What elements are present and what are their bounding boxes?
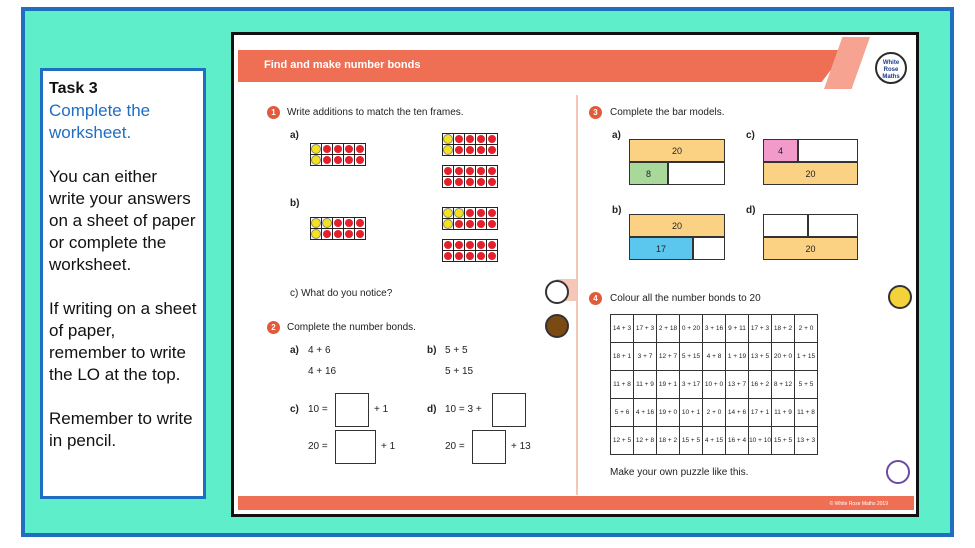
counter	[487, 145, 497, 155]
task-panel	[40, 68, 206, 499]
bar-a-whole: 20	[629, 139, 725, 162]
counter	[476, 208, 486, 218]
tiger-icon	[545, 314, 569, 338]
counter	[322, 144, 332, 154]
counter	[333, 144, 343, 154]
grid-cell[interactable]: 0 + 20	[680, 315, 703, 343]
counter	[487, 134, 497, 144]
counter	[311, 155, 321, 165]
grid-cell[interactable]: 12 + 8	[634, 427, 657, 455]
counter	[311, 144, 321, 154]
grid-cell[interactable]: 16 + 4	[726, 427, 749, 455]
question-2-number: 2	[267, 321, 280, 334]
grid-cell[interactable]: 5 + 5	[795, 371, 818, 399]
grid-row	[611, 427, 818, 455]
counter	[443, 240, 453, 250]
q2-d2-right: + 13	[511, 441, 531, 452]
question-3-text: Complete the bar models.	[610, 107, 725, 118]
grid-cell[interactable]: 11 + 9	[772, 399, 795, 427]
counter	[311, 218, 321, 228]
grid-cell[interactable]: 19 + 0	[657, 399, 680, 427]
answer-box-d1[interactable]	[492, 393, 526, 427]
counter	[465, 240, 475, 250]
question-3-number: 3	[589, 106, 602, 119]
counter	[476, 251, 486, 261]
grid-cell[interactable]: 11 + 9	[634, 371, 657, 399]
worksheet-title: Find and make number bonds	[264, 59, 421, 71]
q1-a-label: a)	[290, 130, 299, 141]
counter	[443, 208, 453, 218]
q2-a-label: a)	[290, 345, 299, 356]
ten-frame-a	[310, 143, 366, 166]
counter	[344, 229, 354, 239]
task-instruction-1: You can either write your answers on a sheet of paper or complete the worksheet.	[49, 167, 196, 274]
q2-a1: 4 + 6	[308, 345, 331, 356]
q2-b1: 5 + 5	[445, 345, 468, 356]
counter	[355, 229, 365, 239]
counter	[443, 177, 453, 187]
task-instruction-3: Remember to write in pencil.	[49, 409, 193, 450]
grid-cell[interactable]: 17 + 1	[749, 399, 772, 427]
q2-b-label: b)	[427, 345, 437, 356]
q1-c-text: c) What do you notice?	[290, 288, 393, 299]
grid-cell[interactable]: 20 + 0	[772, 343, 795, 371]
bar-b-part: 17	[629, 237, 693, 260]
q3-a-label: a)	[612, 130, 621, 141]
counter	[487, 240, 497, 250]
grid-cell[interactable]: 10 + 0	[703, 371, 726, 399]
q3-d-label: d)	[746, 205, 756, 216]
counter	[333, 218, 343, 228]
copyright-text: © White Rose Maths 2019	[829, 501, 888, 507]
grid-cell[interactable]: 12 + 7	[657, 343, 680, 371]
grid-cell[interactable]: 12 + 5	[611, 427, 634, 455]
grid-cell[interactable]: 18 + 1	[611, 343, 634, 371]
grid-cell[interactable]: 9 + 11	[726, 315, 749, 343]
question-4-footer: Make your own puzzle like this.	[610, 467, 749, 478]
number-bond-grid[interactable]	[610, 314, 818, 455]
task-subtitle: Complete the worksheet.	[49, 101, 151, 142]
think-bubble-icon	[886, 460, 910, 484]
counter	[487, 251, 497, 261]
ten-frame-a-right-top	[442, 133, 498, 156]
q2-d2-left: 20 =	[445, 441, 465, 452]
bar-c-missing[interactable]	[798, 139, 858, 162]
bar-d-whole: 20	[763, 237, 858, 260]
counter	[465, 219, 475, 229]
counter	[487, 219, 497, 229]
counter	[465, 177, 475, 187]
counter	[454, 166, 464, 176]
counter	[454, 134, 464, 144]
q2-d-label: d)	[427, 404, 437, 415]
bar-c-whole: 20	[763, 162, 858, 185]
bar-b-missing[interactable]	[693, 237, 725, 260]
q2-b2: 5 + 15	[445, 366, 474, 377]
counter	[487, 208, 497, 218]
q3-b-label: b)	[612, 205, 622, 216]
q2-c1-right: + 1	[374, 404, 389, 415]
bar-c-part: 4	[763, 139, 798, 162]
grid-cell[interactable]: 3 + 7	[634, 343, 657, 371]
counter	[476, 219, 486, 229]
counter	[344, 218, 354, 228]
bar-d-part-1[interactable]	[763, 214, 808, 237]
footer-bar	[238, 496, 914, 510]
counter	[454, 219, 464, 229]
grid-cell[interactable]: 2 + 0	[795, 315, 818, 343]
counter	[443, 134, 453, 144]
counter	[465, 208, 475, 218]
counter	[311, 229, 321, 239]
white-rose-logo: White Rose Maths	[875, 52, 907, 84]
question-2-text: Complete the number bonds.	[287, 322, 416, 333]
bar-a-missing[interactable]	[668, 162, 725, 185]
grid-cell[interactable]: 11 + 8	[611, 371, 634, 399]
grid-cell[interactable]: 5 + 15	[680, 343, 703, 371]
counter	[322, 218, 332, 228]
worksheet	[231, 32, 919, 517]
grid-cell[interactable]: 2 + 0	[703, 399, 726, 427]
counter	[454, 177, 464, 187]
ten-frame-b	[310, 217, 366, 240]
grid-cell[interactable]: 4 + 15	[703, 427, 726, 455]
counter	[454, 145, 464, 155]
counter	[476, 134, 486, 144]
counter	[476, 166, 486, 176]
grid-cell[interactable]: 15 + 5	[680, 427, 703, 455]
grid-cell[interactable]: 4 + 8	[703, 343, 726, 371]
question-1-text: Write additions to match the ten frames.	[287, 107, 464, 118]
q2-c2-left: 20 =	[308, 441, 328, 452]
grid-row	[611, 343, 818, 371]
counter	[465, 134, 475, 144]
column-divider	[576, 95, 578, 495]
counter	[487, 166, 497, 176]
q2-d1-left: 10 = 3 +	[445, 404, 482, 415]
grid-cell[interactable]: 5 + 6	[611, 399, 634, 427]
q2-a2: 4 + 16	[308, 366, 337, 377]
counter	[465, 166, 475, 176]
bar-a-part: 8	[629, 162, 668, 185]
grid-cell[interactable]: 13 + 3	[795, 427, 818, 455]
counter	[476, 145, 486, 155]
counter	[355, 155, 365, 165]
grid-cell[interactable]: 2 + 18	[657, 315, 680, 343]
answer-box-d2[interactable]	[472, 430, 506, 464]
answer-box-c1[interactable]	[335, 393, 369, 427]
grid-cell[interactable]: 14 + 6	[726, 399, 749, 427]
counter	[454, 240, 464, 250]
grid-cell[interactable]: 3 + 16	[703, 315, 726, 343]
grid-cell[interactable]: 13 + 5	[749, 343, 772, 371]
q3-c-label: c)	[746, 130, 755, 141]
counter	[355, 218, 365, 228]
counter	[454, 251, 464, 261]
task-title: Task 3	[49, 80, 98, 97]
grid-row	[611, 315, 818, 343]
q2-c1-left: 10 =	[308, 404, 328, 415]
bar-d-part-2[interactable]	[808, 214, 858, 237]
grid-cell[interactable]: 16 + 2	[749, 371, 772, 399]
counter	[487, 177, 497, 187]
thinking-icon	[545, 280, 569, 304]
grid-row	[611, 371, 818, 399]
counter	[443, 145, 453, 155]
grid-cell[interactable]: 13 + 7	[726, 371, 749, 399]
grid-cell[interactable]: 15 + 5	[772, 427, 795, 455]
task-instruction-2: If writing on a sheet of paper, remember to write the LO at the top.	[49, 299, 197, 384]
question-4-text: Colour all the number bonds to 20	[610, 293, 761, 304]
grid-cell[interactable]: 11 + 8	[795, 399, 818, 427]
counter	[344, 144, 354, 154]
grid-cell[interactable]: 1 + 15	[795, 343, 818, 371]
counter	[333, 155, 343, 165]
q1-b-label: b)	[290, 198, 300, 209]
grid-cell[interactable]: 10 + 1	[680, 399, 703, 427]
pencil-icon	[888, 285, 912, 309]
q2-c-label: c)	[290, 404, 299, 415]
grid-cell[interactable]: 18 + 2	[772, 315, 795, 343]
counter	[355, 144, 365, 154]
grid-cell[interactable]: 14 + 3	[611, 315, 634, 343]
counter	[322, 155, 332, 165]
q2-c2-right: + 1	[381, 441, 396, 452]
counter	[465, 145, 475, 155]
grid-row	[611, 399, 818, 427]
counter	[322, 229, 332, 239]
counter	[476, 240, 486, 250]
counter	[443, 219, 453, 229]
ten-frame-b-right-top	[442, 207, 498, 230]
grid-cell[interactable]: 19 + 1	[657, 371, 680, 399]
counter	[476, 177, 486, 187]
counter	[465, 251, 475, 261]
counter	[333, 229, 343, 239]
ten-frame-a-right-bottom	[442, 165, 498, 188]
grid-cell[interactable]: 17 + 3	[634, 315, 657, 343]
counter	[443, 166, 453, 176]
grid-cell[interactable]: 4 + 16	[634, 399, 657, 427]
counter	[344, 155, 354, 165]
grid-cell[interactable]: 18 + 2	[657, 427, 680, 455]
grid-cell[interactable]: 1 + 19	[726, 343, 749, 371]
counter	[454, 208, 464, 218]
grid-cell[interactable]: 8 + 12	[772, 371, 795, 399]
counter	[443, 251, 453, 261]
answer-box-c2[interactable]	[335, 430, 376, 464]
ten-frame-b-right-bottom	[442, 239, 498, 262]
question-4-number: 4	[589, 292, 602, 305]
bar-b-whole: 20	[629, 214, 725, 237]
grid-cell[interactable]: 17 + 3	[749, 315, 772, 343]
question-1-number: 1	[267, 106, 280, 119]
grid-cell[interactable]: 3 + 17	[680, 371, 703, 399]
grid-cell[interactable]: 10 + 10	[749, 427, 772, 455]
